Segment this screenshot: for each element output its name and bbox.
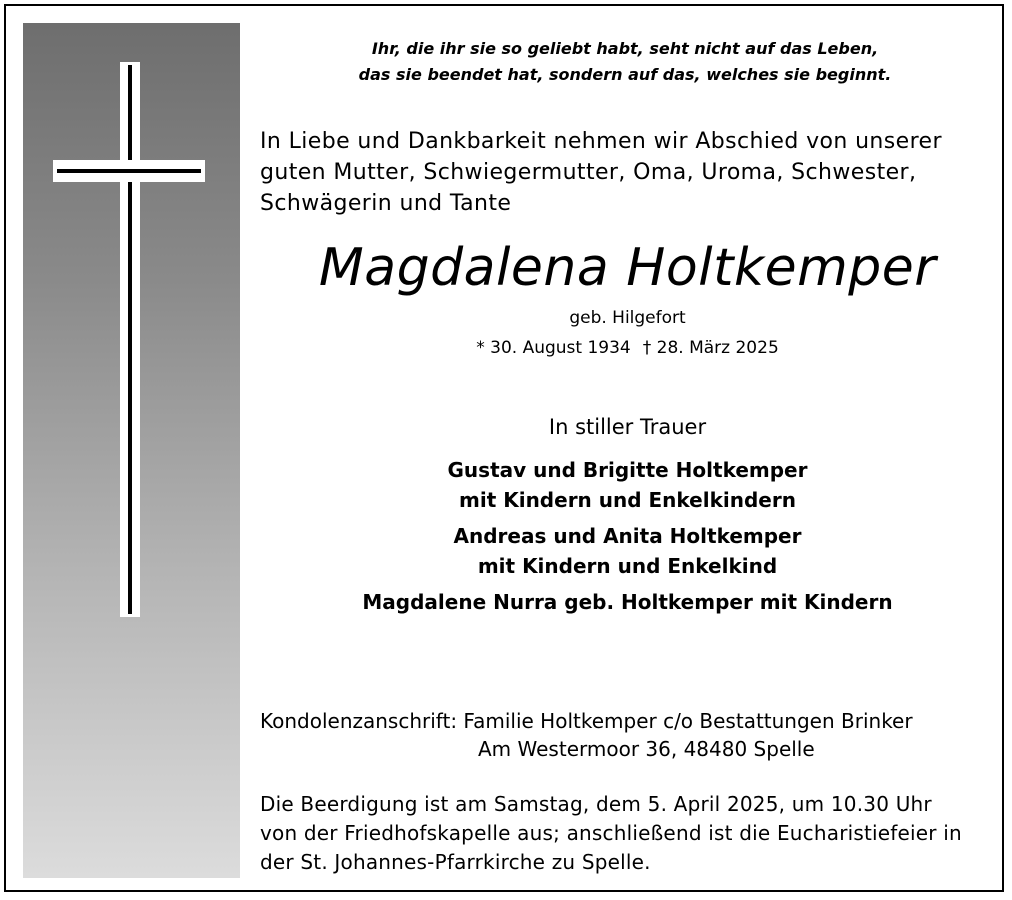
cross-icon-crossbar bbox=[53, 160, 205, 182]
birth-name: geb. Hilgefort bbox=[569, 308, 686, 328]
motto-line: das sie beendet hat, sondern auf das, welches sie beginnt. bbox=[358, 65, 892, 84]
mourner-line: Gustav und Brigitte Holtkemper bbox=[447, 458, 808, 482]
condolence-address-line: Kondolenzanschrift: Familie Holtkemper c/o Bestattungen Brinker bbox=[260, 709, 913, 733]
life-dates bbox=[260, 334, 995, 362]
deceased-name: Magdalena Holtkemper bbox=[318, 238, 937, 298]
mourners-list bbox=[260, 455, 995, 623]
birth-date: * 30. August 1934 bbox=[476, 338, 631, 358]
mourner-group bbox=[260, 521, 995, 581]
motto bbox=[300, 36, 950, 88]
condolence-street: Am Westermoor 36, 48480 Spelle bbox=[478, 737, 815, 761]
mourner-line: mit Kindern und Enkelkind bbox=[477, 554, 778, 578]
mourner-line: mit Kindern und Enkelkindern bbox=[459, 488, 796, 512]
death-date: † 28. März 2025 bbox=[642, 338, 779, 358]
mourner-line: Andreas und Anita Holtkemper bbox=[453, 524, 802, 548]
condolence-address bbox=[260, 707, 995, 763]
intro-text: In Liebe und Dankbarkeit nehmen wir Abschied von unserer guten Mutter, Schwiegermutter, Oma, Uroma, Schwester, Schwägerin und Tante bbox=[260, 129, 942, 216]
funeral-line: Die Beerdigung ist am Samstag, dem 5. April 2025, um 10.30 Uhr bbox=[260, 792, 932, 816]
cross-icon bbox=[120, 62, 140, 617]
mourner-group bbox=[260, 587, 995, 617]
funeral-line: der St. Johannes-Pfarrkirche zu Spelle. bbox=[260, 850, 651, 874]
mourner-line: Magdalene Nurra geb. Holtkemper mit Kindern bbox=[362, 590, 893, 614]
funeral-line: von der Friedhofskapelle aus; anschließend ist die Eucharistiefeier in bbox=[260, 821, 962, 845]
mourner-group bbox=[260, 455, 995, 515]
funeral-info bbox=[260, 790, 995, 877]
motto-line: Ihr, die ihr sie so geliebt habt, seht nicht auf das Leben, bbox=[371, 39, 879, 58]
mourning-heading: In stiller Trauer bbox=[548, 415, 707, 439]
